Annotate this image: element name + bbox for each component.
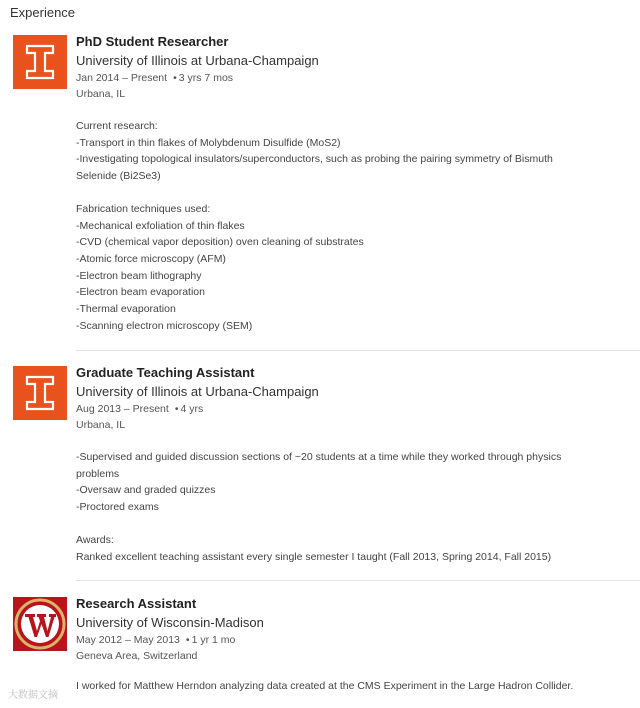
description-line: -Mechanical exfoliation of thin flakes (76, 219, 245, 232)
description-line: -Electron beam evaporation (76, 286, 205, 299)
job-description (76, 118, 632, 334)
description-line: -Transport in thin flakes of Molybdenum Disulfide (MoS2) (76, 136, 341, 149)
description-line: Current research: (76, 120, 158, 132)
job-description (76, 449, 632, 565)
description-line: -Scanning electron microscopy (SEM) (76, 319, 253, 332)
description-line: -Electron beam lithography (76, 269, 202, 282)
organization-name[interactable]: University of Wisconsin-Madison (76, 615, 264, 630)
uiuc-block-i-logo[interactable] (13, 35, 67, 89)
description-gap (76, 516, 632, 532)
job-title[interactable]: PhD Student Researcher (76, 34, 229, 49)
job-location: Urbana, IL (76, 419, 126, 431)
job-description (76, 678, 632, 695)
entry-divider (76, 350, 640, 351)
description-line: -Proctored exams (76, 501, 159, 514)
description-line: Ranked excellent teaching assistant every single semester I taught (Fall 2013, Spring 2014, Fall 2015) (76, 550, 552, 563)
description-line: -Supervised and guided discussion sections of ~20 students at a time while they worked through physics (76, 451, 562, 463)
job-title[interactable]: Research Assistant (76, 596, 197, 611)
description-line: -Thermal evaporation (76, 303, 176, 316)
job-dates: May 2012 – May 2013 • 1 yr 1 mo (76, 634, 236, 646)
job-title[interactable]: Graduate Teaching Assistant (76, 365, 255, 380)
description-line: -Atomic force microscopy (AFM) (76, 252, 226, 265)
description-line: Fabrication techniques used: (76, 202, 211, 215)
description-line: I worked for Matthew Herndon analyzing data created at the CMS Experiment in the Large Hadron Collider. (76, 680, 574, 692)
uw-madison-w-logo[interactable] (13, 597, 67, 651)
job-location: Urbana, IL (76, 88, 126, 100)
watermark: 大数据文摘 (8, 690, 58, 701)
description-line: Awards: (76, 533, 114, 546)
job-location: Geneva Area, Switzerland (76, 650, 198, 662)
entry-divider (76, 580, 640, 581)
job-dates: Aug 2013 – Present • 4 yrs (76, 403, 204, 415)
description-line: problems (76, 467, 120, 480)
description-gap (76, 185, 632, 201)
job-dates: Jan 2014 – Present • 3 yrs 7 mos (76, 72, 234, 84)
organization-name[interactable]: University of Illinois at Urbana-Champaign (76, 53, 319, 68)
uiuc-block-i-logo[interactable] (13, 366, 67, 420)
description-line: -Investigating topological insulators/superconductors, such as probing the pairing symmetry of Bismuth (76, 153, 553, 166)
organization-name[interactable]: University of Illinois at Urbana-Champaign (76, 384, 319, 399)
description-line: Selenide (Bi2Se3) (76, 170, 161, 183)
description-line: -Oversaw and graded quizzes (76, 484, 216, 497)
section-title: Experience (10, 5, 76, 20)
description-line: -CVD (chemical vapor deposition) oven cleaning of substrates (76, 236, 364, 249)
